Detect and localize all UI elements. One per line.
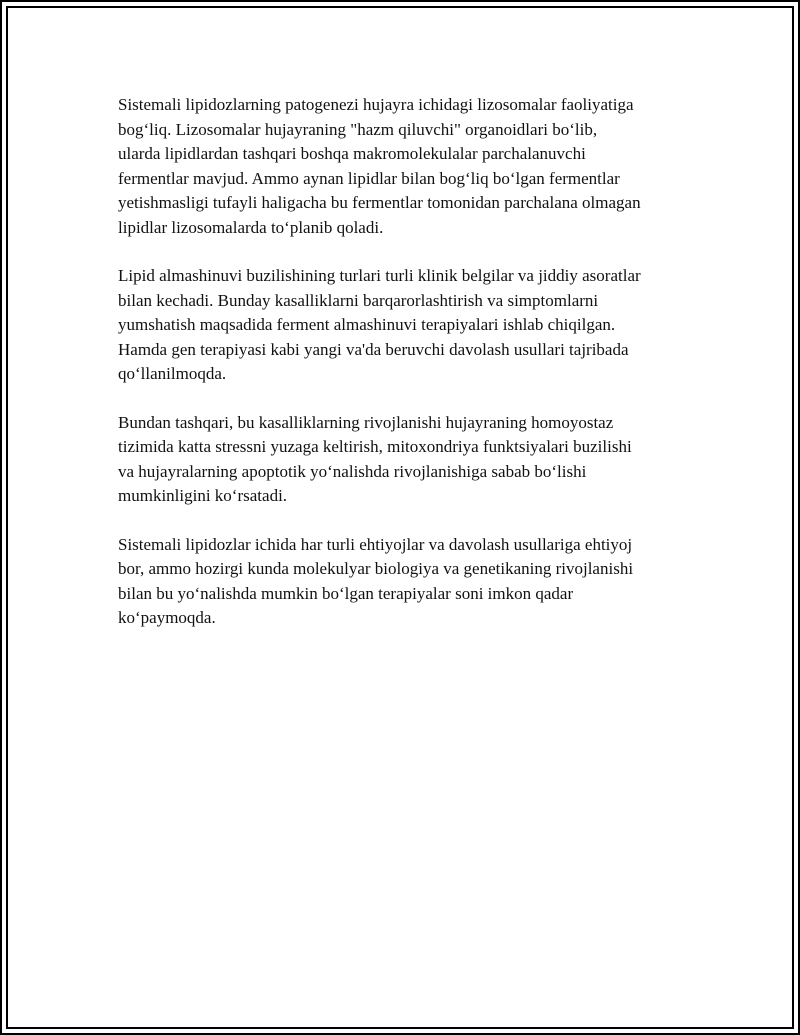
paragraph-2: Lipid almashinuvi buzilishining turlari turli klinik belgilar va jiddiy asoratlar bilan kechadi. Bunday kasalliklarni barqarorlashtirish va simptomlarni yumshatish maqsadida ferment almashinuvi terapiyalari ishlab chiqilgan. Hamda gen terapiyasi kabi yangi va'da beruvchi davolash usullari tajribada qo‘llanilmoqda. (118, 266, 641, 383)
paragraph-3: Bundan tashqari, bu kasalliklarning rivojlanishi hujayraning homoyostaz tizimida katta stressni yuzaga keltirish, mitoxondriya funktsiyalari buzilishi va hujayralarning apoptotik yo‘nalishda rivojlanishiga sabab bo‘lishi mumkinligini ko‘rsatadi. (118, 412, 632, 505)
paragraph-1: Sistemali lipidozlarning patogenezi hujayra ichidagi lizosomalar faoliyatiga bog‘liq. Lizosomalar hujayraning "hazm qiluvchi" organoidlari bo‘lib, ularda lipidlardan tashqari boshqa makromolekulalar parchalanuvchi fermentlar mavjud. Ammo aynan lipidlar bilan bog‘liq bo‘lgan fermentlar yetishmasligi tufayli haligacha bu fermentlar tomonidan parchalana olmagan lipidlar lizosomalarda to‘planib qoladi. (118, 95, 641, 237)
paragraph-4: Sistemali lipidozlar ichida har turli ehtiyojlar va davolash usullariga ehtiyoj bor, ammo hozirgi kunda molekulyar biologiya va genetikaning rivojlanishi bilan bu yo‘nalishda mumkin bo‘lgan terapiyalar soni imkon qadar ko‘paymoqda. (118, 534, 634, 627)
document-body (118, 93, 690, 655)
